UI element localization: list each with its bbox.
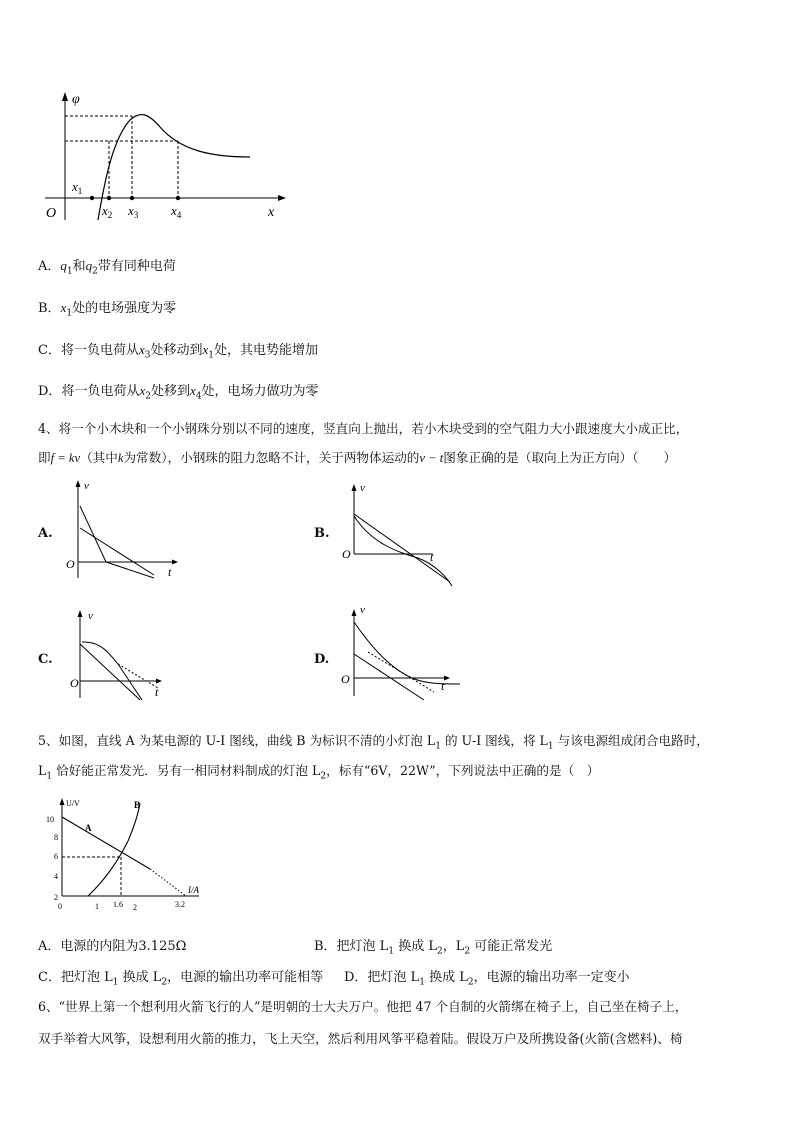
origin-label: O — [70, 676, 79, 690]
x1-point — [90, 196, 94, 200]
line-a — [62, 817, 150, 869]
v-label: v — [360, 604, 365, 616]
v-axis-arrow-icon — [78, 610, 83, 617]
vt-graph-a — [62, 478, 182, 583]
q6-stem-line1: 6、“世界上第一个想利用火箭飞行的人”是明朝的士大夫万户。他把 47 个自制的火箭绑在椅子上，自己坐在椅子上， — [38, 999, 688, 1014]
x-axis-arrow-icon — [278, 195, 286, 201]
q5-option-d: D．把灯泡 $L_1$ 换成 $L_2$，电源的输出功率一定变小 — [344, 970, 630, 988]
q4-stem-line1: 4、将一个小木块和一个小钢珠分别以不同的速度，竖直向上抛出，若小木块受到的空气阻力大小跟速度大小成正比， — [38, 421, 689, 436]
phi-label: φ — [72, 92, 80, 107]
origin-label: O — [341, 672, 350, 686]
q4-option-d-label: D. — [314, 652, 330, 667]
origin-label: O — [66, 557, 75, 571]
q5-stem-line1: 5、如图，直线 A 为某电源的 U-I 图线，曲线 B 为标识不清的小灯泡 $L_1$ 的 U-I 图线，将 $L_1$ 与该电源组成闭合电路时， — [38, 733, 709, 752]
x3-point — [130, 196, 134, 200]
x-tick-1: 1 — [95, 902, 99, 911]
y-tick-6: 6 — [54, 852, 58, 861]
q5-option-a: A．电源的内阻为3.125Ω — [38, 939, 187, 954]
q5-option-b: B．把灯泡 $L_1$ 换成 $L_2$，$L_2$ 可能正常发光 — [314, 939, 553, 957]
y-tick-2: 2 — [54, 893, 58, 902]
steel-line — [80, 528, 154, 575]
steel-line — [354, 654, 424, 700]
q5-option-c: C．把灯泡 $L_1$ 换成 $L_2$，电源的输出功率可能相等 — [38, 970, 324, 988]
v-label: v — [88, 610, 93, 622]
t-label: t — [155, 685, 159, 699]
q5-stem-line2: $L_1$ 恰好能正常发光．另有一相同材料制成的灯泡 $L_2$，标有“6V，22W”，下列说法中正确的是（ ） — [38, 763, 600, 782]
v-axis-arrow-icon — [352, 484, 357, 491]
x3-label: $x_3$ — [128, 203, 139, 220]
q6-stem-line2: 双手举着大风筝，设想利用火箭的推力，飞上天空，然后利用风筝平稳着陆。假设万户及所携设备(火箭(含燃料)、椅 — [38, 1031, 683, 1046]
v-axis-arrow-icon — [352, 609, 357, 616]
x1-label: $x_1$ — [72, 179, 83, 196]
t-axis-arrow-icon — [444, 676, 450, 681]
q3-option-c: C．将一负电荷从$x_3$处移动到$x_1$处，其电势能增加 — [38, 342, 319, 361]
x-tick-2: 2 — [133, 903, 137, 912]
x4-label: $x_4$ — [171, 203, 182, 220]
curve-b-label: B — [134, 800, 141, 810]
x2-label: $x_2$ — [102, 203, 113, 220]
y-axis-label: U/V — [66, 799, 80, 808]
line-a-label: A — [85, 823, 92, 833]
q4-stem-line2: 即f = kv（其中k为常数），小钢珠的阻力忽略不计，关于两物体运动的v − t图象正确的是（取向上为正方向）（ ） — [38, 450, 677, 465]
y-tick-10: 10 — [46, 815, 54, 824]
x-tick-0: 0 — [58, 902, 62, 911]
x2-point — [107, 196, 111, 200]
x4-point — [176, 196, 180, 200]
y-axis-arrow-icon — [60, 798, 65, 805]
wood-line — [80, 506, 106, 562]
v-axis-arrow-icon — [76, 480, 81, 487]
y-tick-8: 8 — [54, 833, 58, 842]
x-label: x — [268, 205, 275, 220]
q3-option-b: B．$x_1$处的电场强度为零 — [38, 300, 177, 319]
t-label: t — [168, 565, 172, 579]
origin-label: O — [46, 206, 57, 221]
q4-option-c-label: C. — [38, 652, 53, 667]
steel-line — [354, 514, 450, 582]
wood-curve — [82, 642, 142, 700]
t-label: t — [441, 679, 445, 693]
wood-curve — [354, 622, 460, 684]
steel-line — [80, 644, 140, 700]
vt-graph-d — [338, 604, 468, 704]
q3-option-d: D．将一负电荷从$x_2$处移到$x_4$处，电场力做功为零 — [38, 383, 319, 402]
q4-option-a-label: A. — [38, 526, 53, 541]
t-axis-arrow-icon — [156, 679, 162, 684]
vt-graph-c — [62, 604, 182, 704]
v-label: v — [84, 480, 89, 492]
vt-graph-b — [338, 478, 468, 593]
q4-option-b-label: B. — [314, 526, 330, 541]
origin-label: O — [342, 547, 351, 561]
wood-curve — [354, 516, 452, 586]
t-label: t — [430, 550, 434, 564]
potential-graph — [40, 85, 290, 225]
x-axis-label: I/A — [188, 885, 199, 895]
x-tick-1-6: 1.6 — [113, 900, 123, 909]
y-axis-arrow-icon — [62, 92, 68, 101]
t-axis-arrow-icon — [172, 560, 178, 565]
x-tick-3-2: 3.2 — [175, 900, 185, 909]
q3-option-a: A．$q_1$和$q_2$带有同种电荷 — [38, 258, 176, 277]
line-a-dotted — [150, 869, 186, 896]
curve-b — [88, 803, 140, 896]
y-tick-4: 4 — [54, 872, 58, 881]
v-label: v — [360, 482, 365, 494]
ui-graph — [44, 795, 214, 915]
